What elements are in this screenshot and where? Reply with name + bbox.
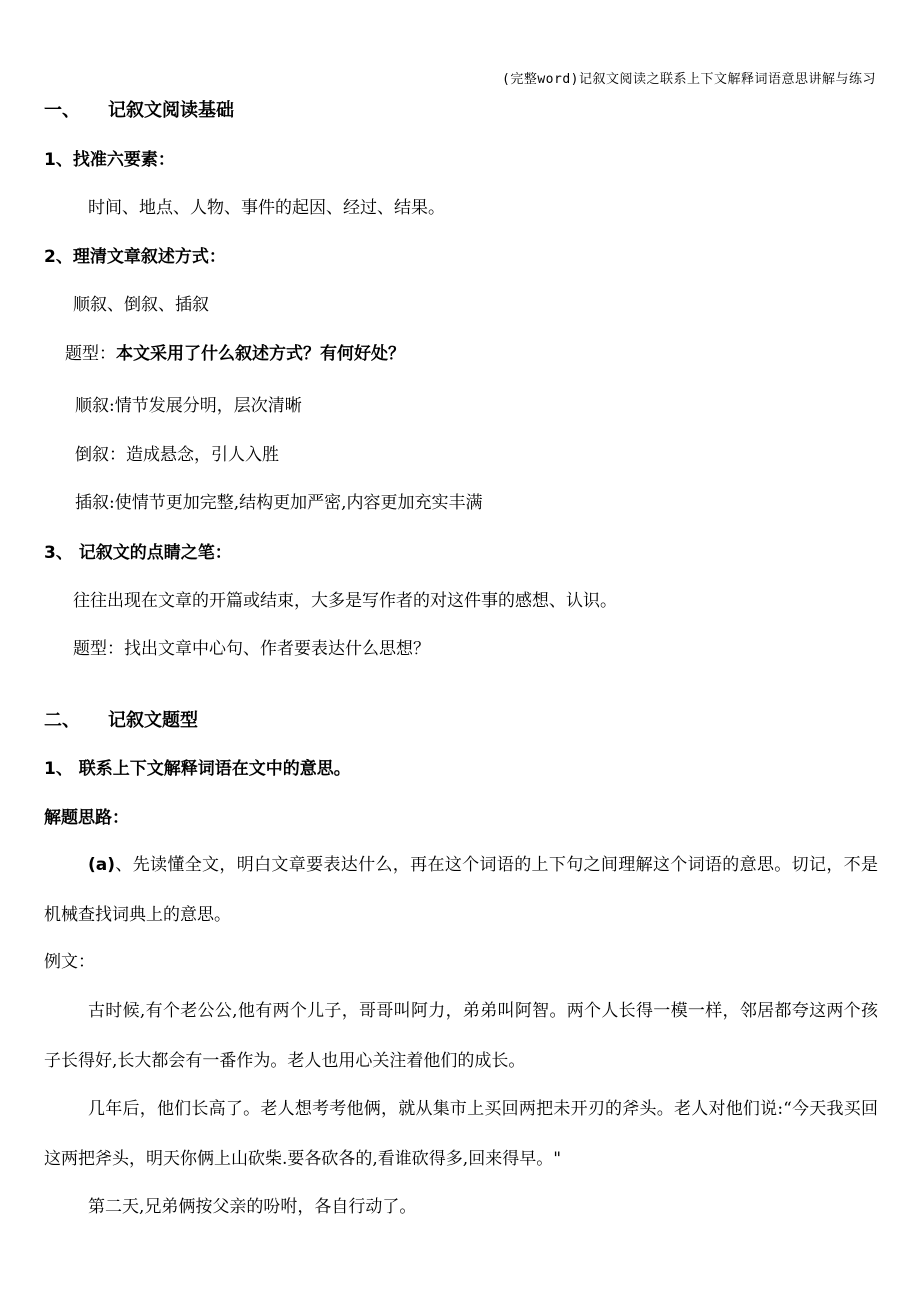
example-paragraph: 几年后，他们长高了。老人想考考他俩，就从集市上买回两把未开刃的斧头。老人对他们说:“今天我买回这两把斧头，明天你俩上山砍柴.要各砍各的,看谁砍得多,回来得早。" [44,1099,878,1169]
question-text: 本文采用了什么叙述方式？有何好处？ [116,344,405,364]
method-text: 、先读懂全文，明白文章要表达什么，再在这个词语的上下句之间理解这个词语的意思。切记，不是机械查找词典上的意思。 [44,855,878,925]
question-label: 题型： [65,344,116,364]
answer-daoxu: 倒叙：造成悬念，引人入胜 [75,445,279,465]
example-paragraph: 古时候,有个老公公,他有两个儿子，哥哥叫阿力，弟弟叫阿智。两个人长得一模一样，邻居都夸这两个孩子长得好,长大都会有一番作为。老人也用心关注着他们的成长。 [44,1001,878,1071]
answer-shunxu: 顺叙:情节发展分明，层次清晰 [75,396,302,416]
example-paragraph: 第二天,兄弟俩按父亲的吩咐，各自行动了。 [88,1197,417,1217]
page-header: (完整word)记叙文阅读之联系上下文解释词语意思讲解与练习 [502,72,876,87]
section1-item2-text: 顺叙、倒叙、插叙 [73,295,209,315]
section1-item1-heading: 1、找准六要素： [44,150,175,170]
method-marker: (a) [88,855,116,875]
example-label: 例文： [44,952,95,972]
section1-heading [44,99,234,123]
section1-item3-heading: 3、 记叙文的点睛之笔： [44,543,232,563]
section1-item1-text: 时间、地点、人物、事件的起因、经过、结果。 [88,198,445,218]
method-paragraph [44,840,878,940]
section2-heading [44,709,198,733]
section2-number: 二、 [44,710,80,731]
section1-number: 一、 [44,100,80,121]
answer-chaxu: 插叙:使情节更加完整,结构更加严密,内容更加充实丰满 [75,493,483,513]
section1-item3-text: 往往出现在文章的开篇或结束，大多是写作者的对这件事的感想、认识。 [73,591,617,611]
section2-item1-heading: 1、 联系上下文解释词语在文中的意思。 [44,759,351,779]
section1-item2-heading: 2、理清文章叙述方式： [44,247,226,267]
section1-item3-question: 题型：找出文章中心句、作者要表达什么思想？ [73,639,430,659]
section1-item2-question [65,342,405,366]
method-label: 解题思路： [44,808,129,828]
section2-title: 记叙文题型 [108,710,198,731]
section1-title: 记叙文阅读基础 [108,100,234,121]
